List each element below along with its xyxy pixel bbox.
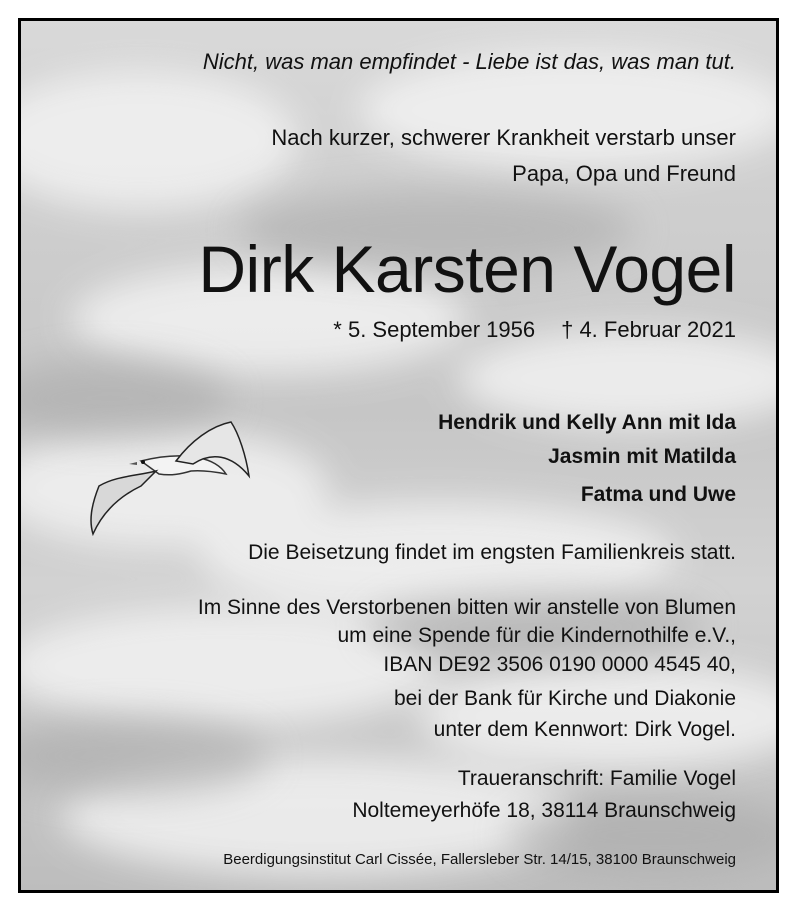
mourner-line: Jasmin mit Matilda (548, 445, 736, 468)
donation-line: um eine Spende für die Kindernothilfe e.V., (337, 624, 736, 647)
quote: Nicht, was man empfindet - Liebe ist das, was man tut. (202, 49, 736, 74)
donation-line: Im Sinne des Verstorbenen bitten wir anstelle von Blumen (197, 596, 736, 619)
mourning-address-line-2: Noltemeyerhöfe 18, 38114 Braunschweig (352, 799, 736, 822)
iban-line: IBAN DE92 3506 0190 0000 4545 40, (383, 653, 736, 676)
death-date: † 4. Februar 2021 (561, 317, 736, 342)
burial-notice: Die Beisetzung findet im engsten Familienkreis statt. (248, 541, 736, 564)
mourner-line: Hendrik und Kelly Ann mit Ida (438, 411, 736, 434)
life-dates (333, 317, 736, 343)
donation-line: unter dem Kennwort: Dirk Vogel. (433, 718, 736, 741)
intro-line-1: Nach kurzer, schwerer Krankheit verstarb unser (271, 125, 736, 150)
birth-date: * 5. September 1956 (333, 317, 536, 342)
obituary-frame (18, 18, 779, 893)
donation-line: bei der Bank für Kirche und Diakonie (393, 687, 736, 710)
deceased-name: Dirk Karsten Vogel (198, 232, 736, 306)
mourner-line: Fatma und Uwe (580, 483, 736, 506)
intro-line-2: Papa, Opa und Freund (512, 161, 736, 186)
mourning-address-line-1: Traueranschrift: Familie Vogel (457, 767, 736, 790)
funeral-home-footer: Beerdigungsinstitut Carl Cissée, Fallersleber Str. 14/15, 38100 Braunschweig (223, 851, 736, 868)
